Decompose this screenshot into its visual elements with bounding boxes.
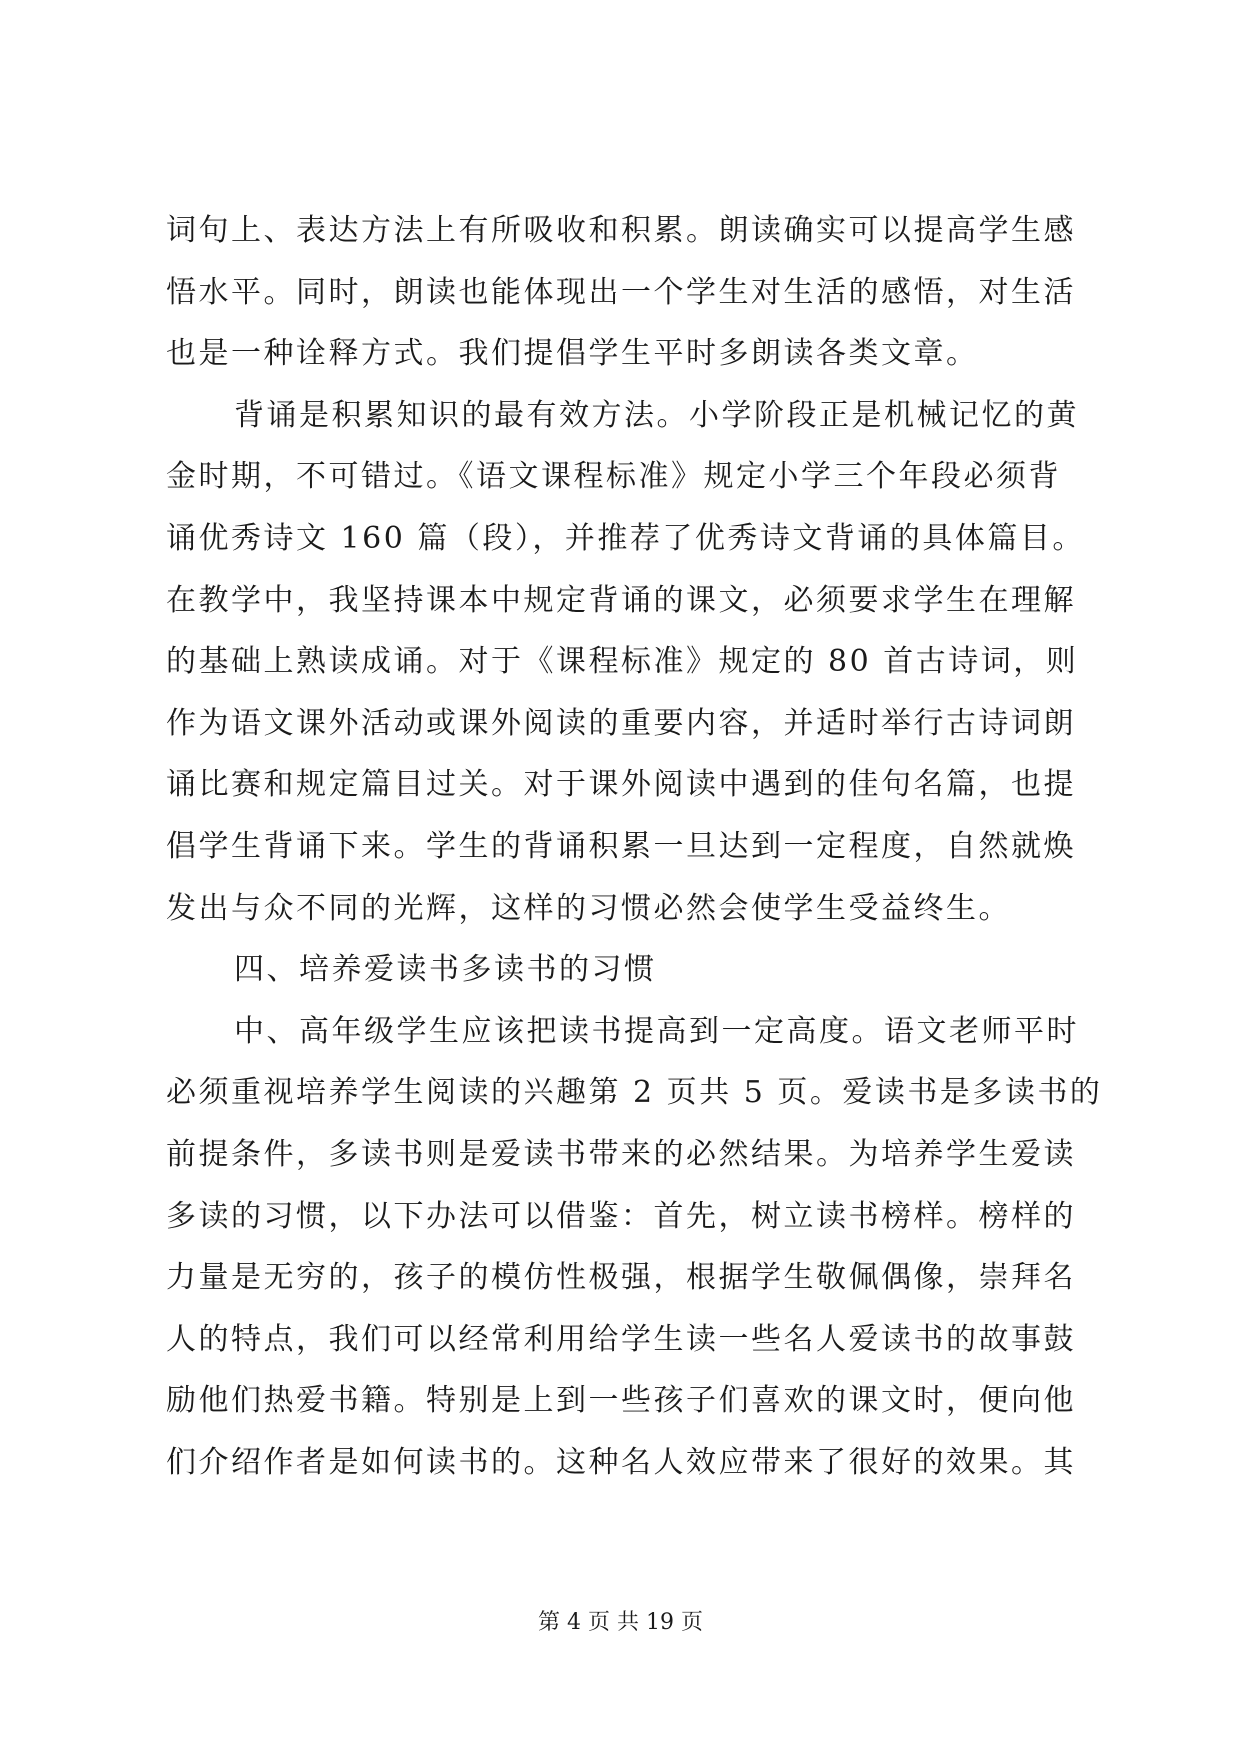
text-line: 力量是无穷的，孩子的模仿性极强，根据学生敬佩偶像，崇拜名 — [166, 1260, 1076, 1296]
text-line: 人的特点，我们可以经常利用给学生读一些名人爱读书的故事鼓 — [166, 1321, 1076, 1357]
text-line: 作为语文课外活动或课外阅读的重要内容，并适时举行古诗词朗 — [166, 705, 1076, 741]
text-line: 前提条件，多读书则是爱读书带来的必然结果。为培养学生爱读 — [166, 1136, 1076, 1172]
body-text — [166, 200, 1103, 1493]
text-line: 金时期，不可错过。《语文课程标准》规定小学三个年段必须背 — [166, 459, 1061, 495]
text-line: 发出与众不同的光辉，这样的习惯必然会使学生受益终生。 — [166, 890, 1011, 926]
text-line: 的基础上熟读成诵。对于《课程标准》规定的 80 首古诗词，则 — [166, 644, 1079, 680]
text-line: 励他们热爱书籍。特别是上到一些孩子们喜欢的课文时，便向他 — [166, 1383, 1076, 1419]
text-line: 们介绍作者是如何读书的。这种名人效应带来了很好的效果。其 — [166, 1444, 1076, 1480]
section-heading: 四、培养爱读书多读书的习惯 — [234, 952, 657, 988]
text-line: 诵优秀诗文 160 篇（段），并推荐了优秀诗文背诵的具体篇目。 — [166, 520, 1085, 556]
text-line: 词句上、表达方法上有所吸收和积累。朗读确实可以提高学生感 — [166, 213, 1076, 248]
page-number-footer: 第 4 页 共 19 页 — [538, 1610, 703, 1635]
text-line: 也是一种诠释方式。我们提倡学生平时多朗读各类文章。 — [166, 336, 979, 372]
text-line: 背诵是积累知识的最有效方法。小学阶段正是机械记忆的黄 — [234, 397, 1079, 433]
text-line: 多读的习惯，以下办法可以借鉴：首先，树立读书榜样。榜样的 — [166, 1198, 1076, 1234]
text-line: 倡学生背诵下来。学生的背诵积累一旦达到一定程度，自然就焕 — [166, 828, 1076, 864]
text-line: 诵比赛和规定篇目过关。对于课外阅读中遇到的佳句名篇，也提 — [166, 767, 1076, 803]
text-line: 必须重视培养学生阅读的兴趣第 2 页共 5 页。爱读书是多读书的 — [166, 1075, 1103, 1111]
text-line: 在教学中，我坚持课本中规定背诵的课文，必须要求学生在理解 — [166, 582, 1076, 618]
text-line: 中、高年级学生应该把读书提高到一定高度。语文老师平时 — [234, 1013, 1079, 1049]
text-line: 悟水平。同时，朗读也能体现出一个学生对生活的感悟，对生活 — [166, 274, 1076, 310]
